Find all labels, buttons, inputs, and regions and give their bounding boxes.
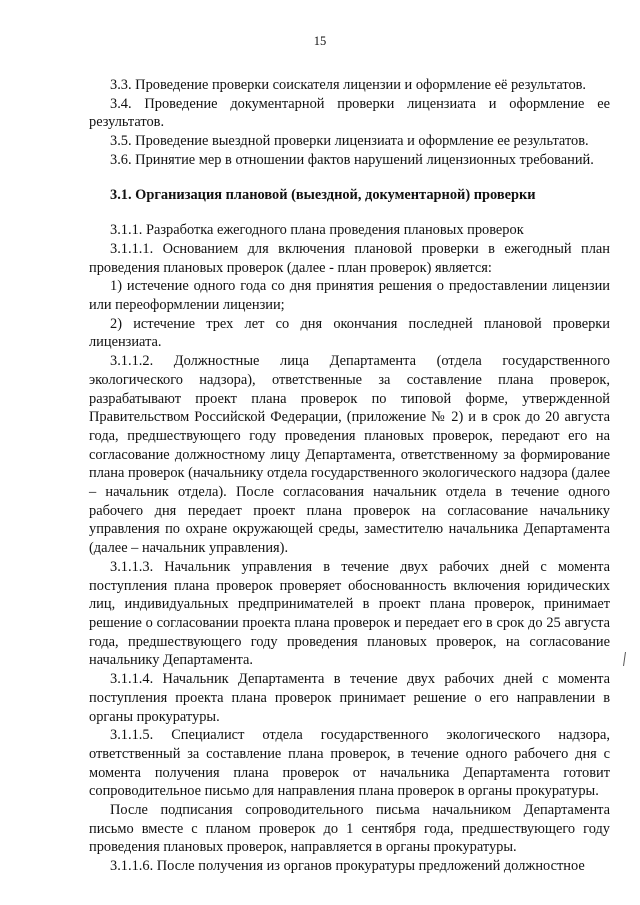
paragraph: 3.1.1.4. Начальник Департамента в течение двух рабочих дней с момента поступления проекта плана проверок принимает решение о его направлении в органы прокуратуры. — [89, 671, 610, 725]
list-item: 3.4. Проведение документарной проверки лицензиата и оформление ее результатов. — [89, 95, 610, 131]
list-item: 3.6. Принятие мер в отношении фактов нарушений лицензионных требований. — [110, 151, 594, 168]
paragraph: 3.1.1.1. Основанием для включения плановой проверки в ежегодный план проведения плановых проверок (далее - план проверок) является: — [89, 240, 610, 276]
margin-pen-mark — [623, 652, 632, 666]
paragraph: 3.1.1.6. После получения из органов прокуратуры предложений должностное — [110, 858, 585, 875]
document-body — [89, 76, 610, 876]
paragraph: 3.1.1.3. Начальник управления в течение двух рабочих дней с момента поступления плана проверок проверяет обоснованность включения юридических лиц, индивидуальных предпринимателей в проект плана проверок, принимает решение о согласовании проекта плана проверок и передает его в срок до 25 августа года, предшествующего году проведения плановых проверок, на согласование начальнику Департамента. — [89, 558, 610, 669]
paragraph: После подписания сопроводительного письма начальником Департамента письмо вместе с планом проверок до 1 сентября года, предшествующего году проведения плановых проверок, направляется в органы прокуратуры. — [89, 802, 610, 856]
paragraph: 3.1.1. Разработка ежегодного плана проведения плановых проверок — [110, 222, 524, 239]
paragraph: 3.1.1.5. Специалист отдела государственного экологического надзора, ответственный за составление плана проверок, в течение одного рабочего дня с момента получения плана проверок от начальника Департамента готовит сопроводительное письмо для направления плана проверок в органы прокуратуры. — [89, 727, 610, 800]
paragraph: 1) истечение одного года со дня принятия решения о предоставлении лицензии или переоформлении лицензии; — [89, 278, 610, 314]
paragraph: 3.1.1.2. Должностные лица Департамента (отдела государственного экологического надзора), ответственные за составление плана проверок, разрабатывают проект плана проверок по типовой форме, утвержденной Правительством Российской Федерации, (приложение № 2) и в срок до 20 августа года, предшествующего году проведения плановых проверок, передают его на согласование должностному лицу Департамента, ответственному за формирование плана проверок (начальнику отдела государственного экологического надзора (далее – начальник отдела). После согласования начальник отдела в течение одного рабочего дня передает проект плана проверок на согласование начальнику управления по охране окружающей среды, заместителю начальника Департамента (далее – начальник управления). — [89, 353, 610, 557]
list-item: 3.3. Проведение проверки соискателя лицензии и оформление её результатов. — [110, 77, 587, 93]
page-number: 15 — [313, 34, 327, 48]
list-item: 3.5. Проведение выездной проверки лицензиата и оформление ее результатов. — [110, 133, 589, 150]
paragraph: 2) истечение трех лет со дня окончания последней плановой проверки лицензиата. — [89, 315, 610, 351]
section-heading: 3.1. Организация плановой (выездной, документарной) проверки — [110, 186, 536, 203]
